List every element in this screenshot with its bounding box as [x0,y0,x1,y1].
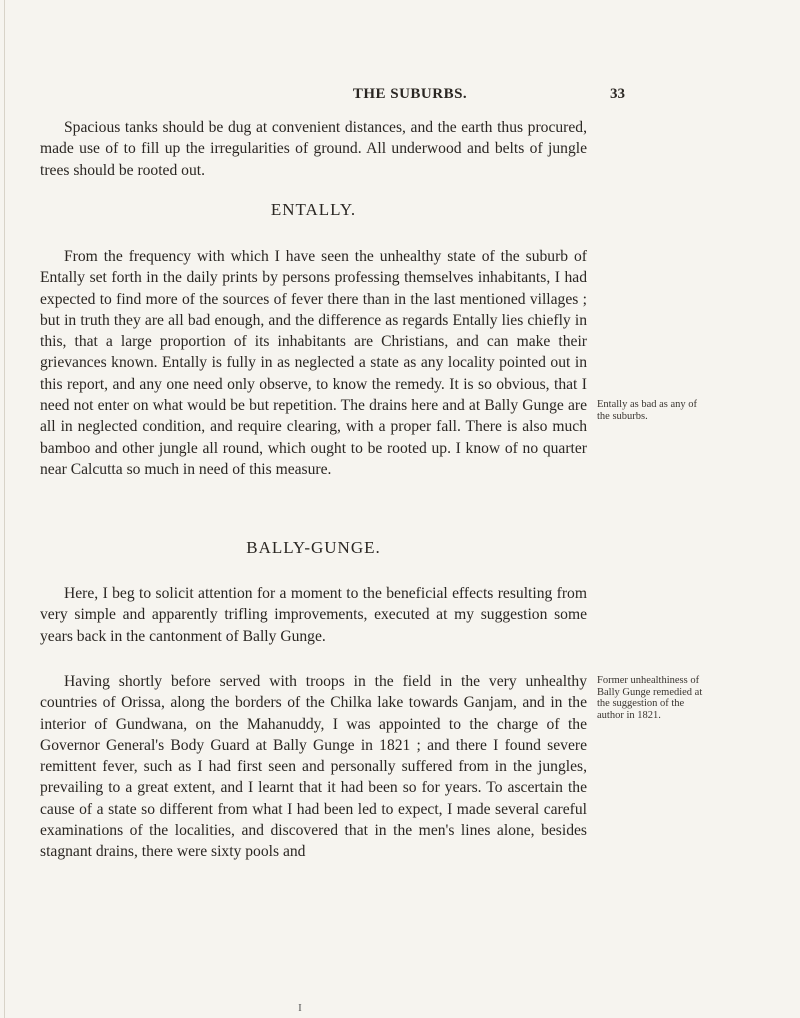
bally-gunge-margin-note: Former unhealthiness of Bally Gunge remedied at the suggestion of the author in 1821. [597,675,703,721]
page-header [0,86,800,108]
entally-margin-note: Entally as bad as any of the suburbs. [597,399,698,422]
bally-gunge-heading: BALLY-GUNGE. [246,538,381,557]
intro-paragraph: Spacious tanks should be dug at convenient distances, and the earth thus procured, made use of to fill up the irregularities of ground. All underwood and belts of jungle trees should be rooted out. [40,119,587,179]
running-title: THE SUBURBS. [352,86,468,102]
bally-gunge-paragraph-block-1 [40,583,587,647]
entally-heading: ENTALLY. [270,200,357,219]
intro-paragraph-block [40,117,587,181]
bally-gunge-paragraph-1: Here, I beg to solicit attention for a moment to the beneficial effects resulting from very simple and apparently trifling improvements, executed at my suggestion some years back in the cantonment of Bally Gunge. [40,585,587,645]
page-number: 33 [610,86,625,102]
entally-paragraph-block [40,246,587,480]
entally-paragraph: From the frequency with which I have seen the unhealthy state of the suburb of Entally set forth in the daily prints by persons professing themselves inhabitants, I had expected to find more of the sources of fever there than in the last mentioned villages ; but in truth they are all bad enough, and the difference as regards Entally lies chiefly in this, that a large proportion of its inhabitants are Christians, and can make their grievances known. Entally is fully in as neglected a state as any locality pointed out in this report, and any one need only observe, to know the remedy. It is so obvious, that I need not enter on what would be but repetition. The drains here and at Bally Gunge are all in neglected condition, and require clearing, with a proper fall. There is also much bamboo and other jungle all round, which ought to be rooted up. I know of no quarter near Calcutta so much in need of this measure. [40,248,587,478]
bally-gunge-paragraph-2: Having shortly before served with troops in the field in the very unhealthy countries of Orissa, along the borders of the Chilka lake towards Ganjam, and in the interior of Gundwana, on the Mahanuddy, I was appointed to the charge of the Governor General's Body Guard at Bally Gunge in 1821 ; and there I found severe remittent fever, such as I had first seen and personally suffered from in the jungles, prevailing to a great extent, and I learnt that it had been so for years. To ascertain the cause of a state so different from what I had been led to expect, I made several careful examinations of the localities, and discovered that in the men's lines alone, besides stagnant drains, there were sixty pools and [40,673,587,861]
bally-gunge-paragraph-block-2 [40,671,587,863]
page-gutter-line [4,0,5,1018]
signature-mark: I [298,1002,302,1014]
